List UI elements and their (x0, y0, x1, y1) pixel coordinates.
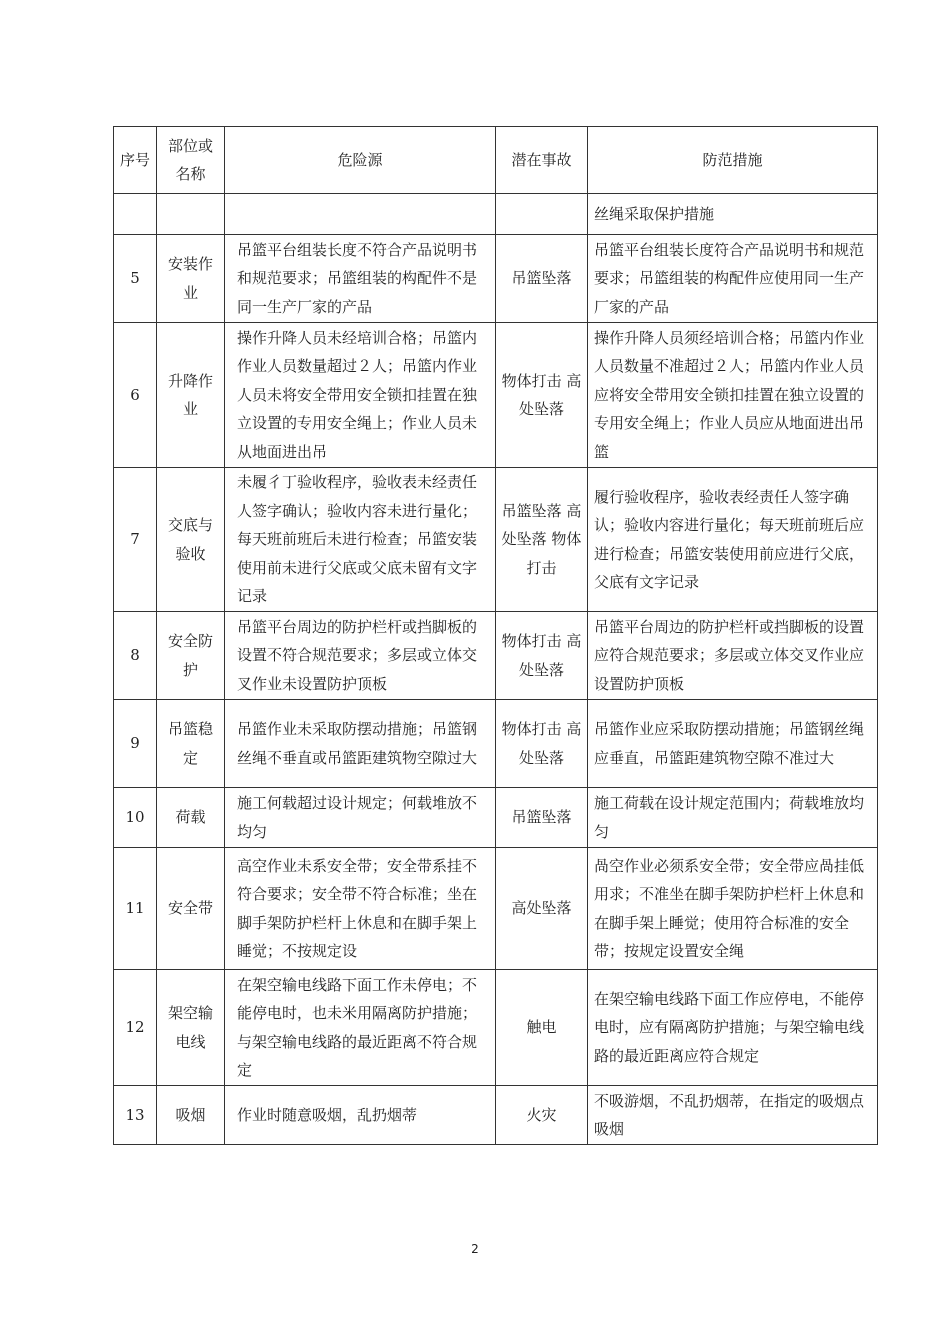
header-measure: 防范措施 (588, 127, 878, 194)
cell-part: 交底与验收 (157, 468, 225, 612)
header-hazard: 危险源 (225, 127, 496, 194)
header-seq: 序号 (114, 127, 157, 194)
cell-hazard: 操作升降人员未经培训合格；吊篮内作业人员数量超过２人；吊篮内作业人员未将安全带用安全锁扣挂置在独立设置的专用安全绳上；作业人员未从地面进出吊 (225, 323, 496, 468)
cell-seq: 13 (114, 1086, 157, 1145)
cell-hazard: 施工何载超过设计规定；何载堆放不均匀 (225, 788, 496, 848)
cell-measure: 履行验收程序，验收表经责任人签字确认；验收内容进行量化；每天班前班后应进行检查；吊篮安装使用前应进行父底，父底有文字记录 (588, 468, 878, 612)
cell-hazard: 未履彳丁验收程序，验收表未经责任人签字确认；验收内容未进行量化；每天班前班后未进行检查；吊篮安装使用前未进行父底或父底未留有文字记录 (225, 468, 496, 612)
cell-accident: 火灾 (496, 1086, 588, 1145)
header-row (114, 127, 878, 194)
cell-seq: 10 (114, 788, 157, 848)
cell-part: 安全带 (157, 848, 225, 970)
hazard-table (113, 126, 878, 1145)
table-row (114, 235, 878, 323)
cell-measure: 丝绳采取保护措施 (588, 194, 878, 235)
cell-seq: 9 (114, 700, 157, 788)
cell-accident: 高处坠落 (496, 848, 588, 970)
cell-hazard (225, 194, 496, 235)
cell-part: 吸烟 (157, 1086, 225, 1145)
cell-accident: 物体打击 高处坠落 (496, 612, 588, 700)
cell-measure: 吊篮平台组装长度符合产品说明书和规范要求；吊篮组装的构配件应使用同一生产厂家的产品 (588, 235, 878, 323)
cell-measure: 在架空输电线路下面工作应停电，不能停电时，应有隔离防护措施；与架空输电线路的最近距离应符合规定 (588, 970, 878, 1086)
cell-hazard: 吊篮平台组装长度不符合产品说明书和规范要求；吊篮组装的构配件不是同一生产厂家的产品 (225, 235, 496, 323)
page-number: 2 (471, 1242, 479, 1256)
cell-hazard: 作业时随意吸烟，乱扔烟蒂 (225, 1086, 496, 1145)
table-row (114, 970, 878, 1086)
cell-seq: 8 (114, 612, 157, 700)
cell-accident: 吊篮坠落 (496, 235, 588, 323)
cell-accident: 物体打击 高处坠落 (496, 700, 588, 788)
cell-accident: 触电 (496, 970, 588, 1086)
table-row (114, 323, 878, 468)
cell-hazard: 高空作业未系安全带；安全带系挂不符合要求；安全带不符合标准；坐在脚手架防护栏杆上休息和在脚手架上睡觉；不按规定设 (225, 848, 496, 970)
table-row (114, 700, 878, 788)
cell-accident: 物体打击 高处坠落 (496, 323, 588, 468)
cell-part: 升降作业 (157, 323, 225, 468)
cell-part: 荷载 (157, 788, 225, 848)
table-row (114, 612, 878, 700)
cell-seq (114, 194, 157, 235)
table-row (114, 848, 878, 970)
cell-part: 吊篮稳定 (157, 700, 225, 788)
cell-part: 安装作业 (157, 235, 225, 323)
cell-measure: 咼空作业必须系安全带；安全带应咼挂低用求；不准坐在脚手架防护栏杆上休息和在脚手架上睡觉；使用符合标准的安全带；按规定设置安全绳 (588, 848, 878, 970)
cell-seq: 5 (114, 235, 157, 323)
cell-seq: 12 (114, 970, 157, 1086)
cell-hazard: 在架空输电线路下面工作未停电；不能停电时，也未米用隔离防护措施；与架空输电线路的最近距离不符合规定 (225, 970, 496, 1086)
cell-accident (496, 194, 588, 235)
cell-measure: 施工荷载在设计规定范围内；荷载堆放均匀 (588, 788, 878, 848)
cell-hazard: 吊篮平台周边的防护栏杆或挡脚板的设置不符合规范要求；多层或立体交叉作业未设置防护顶板 (225, 612, 496, 700)
cell-seq: 6 (114, 323, 157, 468)
table-row (114, 788, 878, 848)
cell-measure: 操作升降人员须经培训合格；吊篮内作业人员数量不准超过２人；吊篮内作业人员应将安全带用安全锁扣挂置在独立设置的专用安全绳上；作业人员应从地面进出吊篮 (588, 323, 878, 468)
cell-measure: 吊篮作业应采取防摆动措施；吊篮钢丝绳应垂直，吊篮距建筑物空隙不准过大 (588, 700, 878, 788)
cell-part (157, 194, 225, 235)
cell-measure: 不吸游烟，不乱扔烟蒂，在指定的吸烟点吸烟 (588, 1086, 878, 1145)
cell-part: 架空输电线 (157, 970, 225, 1086)
cell-accident: 吊篮坠落 高处坠落 物体打击 (496, 468, 588, 612)
cell-hazard: 吊篮作业未采取防摆动措施；吊篮钢丝绳不垂直或吊篮距建筑物空隙过大 (225, 700, 496, 788)
cell-accident: 吊篮坠落 (496, 788, 588, 848)
header-accident: 潜在事故 (496, 127, 588, 194)
cell-seq: 11 (114, 848, 157, 970)
header-part: 部位或名称 (157, 127, 225, 194)
cell-part: 安全防护 (157, 612, 225, 700)
cell-measure: 吊篮平台周边的防护栏杆或挡脚板的设置应符合规范要求；多层或立体交叉作业应设置防护顶板 (588, 612, 878, 700)
table-row (114, 468, 878, 612)
table-row (114, 1086, 878, 1145)
table-row-continuation (114, 194, 878, 235)
cell-seq: 7 (114, 468, 157, 612)
